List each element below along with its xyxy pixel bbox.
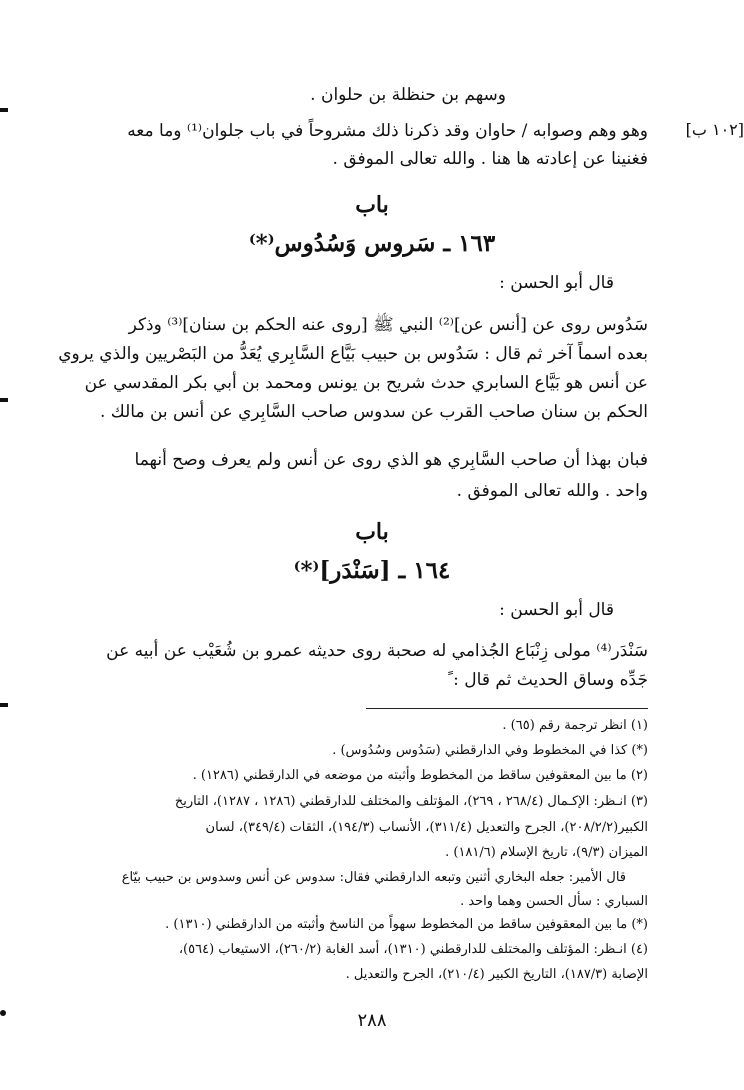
page-number: ٢٨٨ xyxy=(357,1010,387,1031)
section2-line-2: جَدِّه وساق الحديث ثم قال : ً xyxy=(448,670,648,690)
footnote-3-line-5: السباري : سأل الحسن وهما واحد . xyxy=(460,894,648,909)
section1-title: ١٦٣ ـ سَروس وَسُدُوس⁽*⁾ xyxy=(248,230,496,257)
footnote-3-line-3: الميزان (٩/٣)، تاريخ الإسلام (١٨١/٦) . xyxy=(445,845,648,860)
section1-line-4: الحكم بن سنان صاحب القرب عن سدوس صاحب السَّابِري عن أنس بن مالك . xyxy=(99,402,648,422)
footnote-2: (٢) ما بين المعقوفين ساقط من المخطوط وأثبته من موضعه في الدارقطني (١٢٨٦) . xyxy=(192,768,648,783)
footnote-star-1: (*) كذا في المخطوط وفي الدارقطني (سَدُوس وسُدُوس) . xyxy=(332,743,648,758)
scan-mark-3 xyxy=(0,703,8,707)
intro-line-3: فغنينا عن إعادته ها هنا . والله تعالى الموفق . xyxy=(332,149,648,169)
section1-bab-heading: باب xyxy=(355,192,389,218)
section1-line-2: بعده اسماً آخر ثم قال : سَدُوس بن حبيب بَيَّاع السَّابِري يُعَدُّ من البَصْريين والذي يروي xyxy=(58,344,648,364)
section1-line-3: عن أنس هو بَيَّاع السابري حدث شريح بن يونس ومحمد بن أبي بكر المقدسي عن xyxy=(84,373,648,393)
footnote-4-line-1: (٤) انـظر: المؤتلف والمختلف للدارقطني (١٣١٠)، أسد الغابة (٢٦٠/٢)، الاستيعاب (٥٦٤)، xyxy=(178,942,648,957)
section1-line-6: واحد . والله تعالى الموفق . xyxy=(456,481,648,501)
folio-margin-note: [١٠٢ ب] xyxy=(685,120,744,139)
footnote-3-line-4: قال الأمير: جعله البخاري أثنين وتبعه الدارقطني فقال: سدوس عن أنس وسدوس بن حبيب بيّاع xyxy=(121,870,626,885)
footnote-4-line-2: الإصابة (١٨٧/٣)، التاريخ الكبير (٢١٠/٤)، الجرح والتعديل . xyxy=(345,967,648,982)
section2-qala: قال أبو الحسن : xyxy=(499,600,614,620)
section1-line-1: سَدُوس روى عن [أنس عن]⁽²⁾ النبي ﷺ [روى عنه الحكم بن سنان]⁽³⁾ وذكر xyxy=(128,315,648,335)
intro-line-2: وهو وهم وصوابه / حاوان وقد ذكرنا ذلك مشروحاً في باب جلوان⁽¹⁾ وما معه xyxy=(127,121,648,141)
section1-qala: قال أبو الحسن : xyxy=(499,273,614,293)
scan-mark-1 xyxy=(0,108,8,112)
section2-title: ١٦٤ ـ [سَنْدَر]⁽*⁾ xyxy=(293,557,451,584)
footnote-1: (١) انظر ترجمة رقم (٦٥) . xyxy=(502,718,648,733)
footnote-separator xyxy=(366,708,648,709)
footnote-3-line-2: الكبير(٢٠٨/٢/٢)، الجرح والتعديل (٣١١/٤)، الأنساب (١٩٤/٣)، الثقات (٣٤٩/٤)، لسان xyxy=(205,820,648,835)
scan-mark-2 xyxy=(0,398,8,402)
section1-line-5: فبان بهذا أن صاحب السَّابِري هو الذي روى عن أنس ولم يعرف وصح أنهما xyxy=(134,450,648,470)
section2-bab-heading: باب xyxy=(355,519,389,545)
footnote-star-2: (*) ما بين المعقوفين ساقط من المخطوط سهواً من الناسخ وأثبته من الدارقطني (١٣١٠) . xyxy=(165,917,648,932)
intro-line-1: وسهم بن حنظلة بن حلوان . xyxy=(310,85,506,105)
footnote-3-line-1: (٣) انـظر: الإكـمال (٢٦٨/٤ ، ٢٦٩)، المؤتلف والمختلف للدارقطني (١٢٨٦ ، ١٢٨٧)، التاريخ xyxy=(174,794,648,809)
section2-line-1: سَنْدَر⁽⁴⁾ مولى زِنْبَاع الجُذامي له صحبة روى حديثه عمرو بن شُعَيْب عن أبيه عن xyxy=(106,641,648,661)
